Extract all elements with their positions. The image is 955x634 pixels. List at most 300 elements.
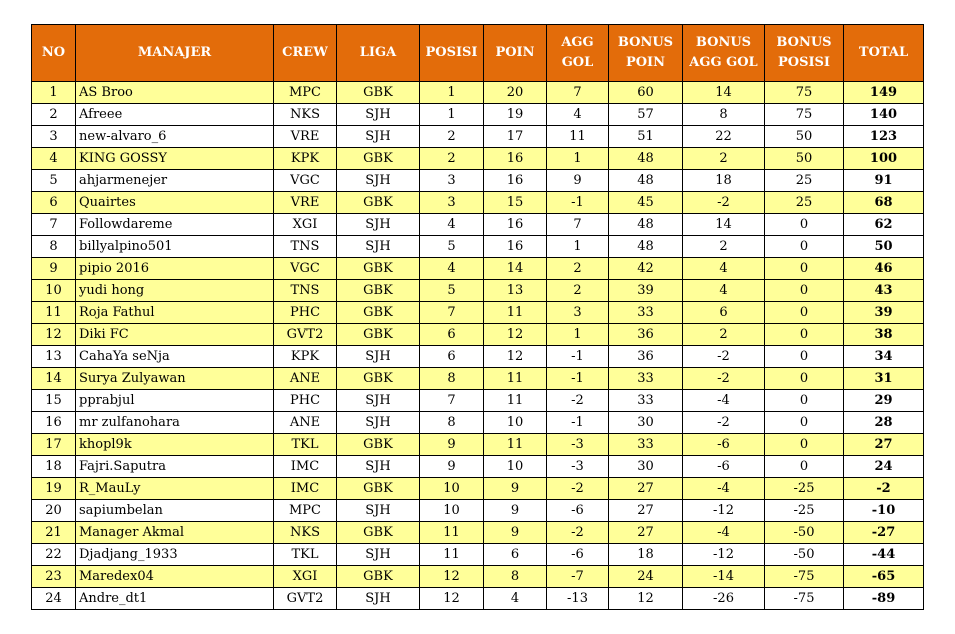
table-row — [32, 148, 924, 170]
cell-agg-gol: 2 — [547, 280, 609, 302]
cell-crew: NKS — [274, 104, 337, 126]
cell-liga: SJH — [337, 500, 420, 522]
cell-liga: GBK — [337, 522, 420, 544]
cell-bonus-posisi: 0 — [765, 280, 844, 302]
cell-poin: 16 — [484, 214, 547, 236]
cell-poin: 14 — [484, 258, 547, 280]
cell-bonus-poin: 48 — [609, 236, 683, 258]
cell-liga: GBK — [337, 192, 420, 214]
cell-poin: 9 — [484, 478, 547, 500]
column-header-label: BONUS — [617, 35, 674, 50]
column-header-label: NO — [41, 45, 66, 60]
cell-total: 123 — [844, 126, 924, 148]
column-header-total — [844, 25, 924, 82]
cell-bonus-poin: 48 — [609, 148, 683, 170]
cell-crew: XGI — [274, 566, 337, 588]
cell-bonus-posisi: 0 — [765, 324, 844, 346]
cell-manajer: sapiumbelan — [76, 500, 274, 522]
cell-liga: GBK — [337, 280, 420, 302]
cell-poin: 17 — [484, 126, 547, 148]
cell-crew: GVT2 — [274, 324, 337, 346]
cell-agg-gol: 2 — [547, 258, 609, 280]
table-row — [32, 390, 924, 412]
cell-poin: 20 — [484, 82, 547, 104]
cell-posisi: 8 — [420, 368, 484, 390]
table-row — [32, 214, 924, 236]
table-header — [32, 25, 924, 82]
cell-poin: 11 — [484, 368, 547, 390]
cell-posisi: 10 — [420, 500, 484, 522]
cell-bonus-poin: 51 — [609, 126, 683, 148]
cell-agg-gol: -2 — [547, 390, 609, 412]
cell-manajer: Followdareme — [76, 214, 274, 236]
cell-total: 28 — [844, 412, 924, 434]
cell-posisi: 9 — [420, 434, 484, 456]
cell-poin: 16 — [484, 148, 547, 170]
cell-no: 16 — [32, 412, 76, 434]
cell-bonus-agg-gol: -2 — [683, 346, 765, 368]
cell-bonus-agg-gol: -6 — [683, 434, 765, 456]
cell-poin: 11 — [484, 390, 547, 412]
column-header-label: CREW — [282, 45, 328, 60]
cell-total: -65 — [844, 566, 924, 588]
cell-agg-gol: 7 — [547, 214, 609, 236]
cell-no: 17 — [32, 434, 76, 456]
cell-manajer: Quairtes — [76, 192, 274, 214]
cell-bonus-poin: 36 — [609, 346, 683, 368]
cell-crew: TNS — [274, 236, 337, 258]
cell-no: 19 — [32, 478, 76, 500]
cell-no: 21 — [32, 522, 76, 544]
table-row — [32, 566, 924, 588]
cell-bonus-poin: 18 — [609, 544, 683, 566]
cell-manajer: ahjarmenejer — [76, 170, 274, 192]
table-row — [32, 522, 924, 544]
cell-posisi: 7 — [420, 390, 484, 412]
cell-posisi: 4 — [420, 214, 484, 236]
table-row — [32, 500, 924, 522]
cell-liga: SJH — [337, 346, 420, 368]
cell-posisi: 3 — [420, 192, 484, 214]
cell-liga: SJH — [337, 412, 420, 434]
cell-total: 91 — [844, 170, 924, 192]
cell-bonus-posisi: -25 — [765, 500, 844, 522]
cell-total: 24 — [844, 456, 924, 478]
table-row — [32, 346, 924, 368]
cell-liga: GBK — [337, 148, 420, 170]
cell-liga: SJH — [337, 104, 420, 126]
cell-liga: SJH — [337, 214, 420, 236]
cell-bonus-agg-gol: 2 — [683, 324, 765, 346]
cell-bonus-poin: 48 — [609, 170, 683, 192]
cell-bonus-posisi: 0 — [765, 390, 844, 412]
cell-no: 5 — [32, 170, 76, 192]
table-row — [32, 544, 924, 566]
cell-total: 46 — [844, 258, 924, 280]
cell-bonus-posisi: 0 — [765, 434, 844, 456]
cell-liga: GBK — [337, 478, 420, 500]
table-row — [32, 170, 924, 192]
table-row — [32, 104, 924, 126]
cell-agg-gol: 4 — [547, 104, 609, 126]
cell-poin: 9 — [484, 522, 547, 544]
cell-agg-gol: -1 — [547, 346, 609, 368]
cell-agg-gol: 11 — [547, 126, 609, 148]
cell-total: -44 — [844, 544, 924, 566]
cell-bonus-poin: 57 — [609, 104, 683, 126]
cell-total: 149 — [844, 82, 924, 104]
cell-poin: 8 — [484, 566, 547, 588]
cell-manajer: Maredex04 — [76, 566, 274, 588]
cell-manajer: pprabjul — [76, 390, 274, 412]
cell-bonus-agg-gol: -2 — [683, 192, 765, 214]
column-header-label: POIN — [495, 45, 535, 60]
cell-bonus-poin: 24 — [609, 566, 683, 588]
cell-poin: 9 — [484, 500, 547, 522]
cell-poin: 11 — [484, 434, 547, 456]
cell-manajer: pipio 2016 — [76, 258, 274, 280]
cell-crew: GVT2 — [274, 588, 337, 610]
cell-total: 50 — [844, 236, 924, 258]
column-header-label: MANAJER — [137, 45, 212, 60]
cell-liga: GBK — [337, 324, 420, 346]
cell-poin: 10 — [484, 456, 547, 478]
cell-bonus-posisi: 0 — [765, 368, 844, 390]
table-row — [32, 324, 924, 346]
column-header-bonus-agg-gol — [683, 25, 765, 82]
cell-agg-gol: -2 — [547, 478, 609, 500]
column-header-label: BONUS — [695, 35, 752, 50]
cell-poin: 15 — [484, 192, 547, 214]
table-row — [32, 280, 924, 302]
column-header-bonus-poin — [609, 25, 683, 82]
cell-agg-gol: -2 — [547, 522, 609, 544]
cell-agg-gol: 3 — [547, 302, 609, 324]
column-header-crew — [274, 25, 337, 82]
cell-poin: 13 — [484, 280, 547, 302]
cell-total: 68 — [844, 192, 924, 214]
standings-table — [31, 24, 924, 610]
cell-bonus-posisi: -50 — [765, 522, 844, 544]
cell-agg-gol: 7 — [547, 82, 609, 104]
cell-total: 31 — [844, 368, 924, 390]
cell-total: 34 — [844, 346, 924, 368]
cell-total: 29 — [844, 390, 924, 412]
table-row — [32, 258, 924, 280]
cell-crew: VRE — [274, 126, 337, 148]
cell-bonus-agg-gol: 14 — [683, 82, 765, 104]
column-header-poin — [484, 25, 547, 82]
cell-bonus-poin: 27 — [609, 478, 683, 500]
cell-bonus-poin: 60 — [609, 82, 683, 104]
column-header-manajer — [76, 25, 274, 82]
cell-crew: MPC — [274, 500, 337, 522]
cell-no: 20 — [32, 500, 76, 522]
cell-crew: TNS — [274, 280, 337, 302]
cell-liga: SJH — [337, 236, 420, 258]
cell-total: 100 — [844, 148, 924, 170]
header-row — [32, 25, 924, 82]
cell-bonus-agg-gol: 2 — [683, 148, 765, 170]
cell-bonus-posisi: 75 — [765, 104, 844, 126]
column-header-label: TOTAL — [858, 45, 909, 60]
cell-no: 2 — [32, 104, 76, 126]
cell-bonus-agg-gol: 4 — [683, 280, 765, 302]
cell-manajer: KING GOSSY — [76, 148, 274, 170]
cell-no: 6 — [32, 192, 76, 214]
cell-bonus-agg-gol: -14 — [683, 566, 765, 588]
table-row — [32, 82, 924, 104]
cell-agg-gol: -3 — [547, 456, 609, 478]
cell-crew: TKL — [274, 434, 337, 456]
cell-liga: GBK — [337, 302, 420, 324]
cell-bonus-agg-gol: -26 — [683, 588, 765, 610]
cell-bonus-posisi: 0 — [765, 236, 844, 258]
cell-posisi: 11 — [420, 522, 484, 544]
cell-posisi: 2 — [420, 148, 484, 170]
cell-crew: IMC — [274, 478, 337, 500]
cell-liga: SJH — [337, 456, 420, 478]
cell-posisi: 6 — [420, 346, 484, 368]
column-header-label: POSISI — [425, 45, 478, 60]
column-header-no — [32, 25, 76, 82]
cell-bonus-poin: 33 — [609, 368, 683, 390]
column-header-label: GOL — [561, 55, 594, 70]
table-row — [32, 192, 924, 214]
cell-agg-gol: -6 — [547, 500, 609, 522]
cell-manajer: khopl9k — [76, 434, 274, 456]
cell-posisi: 5 — [420, 236, 484, 258]
cell-bonus-agg-gol: 4 — [683, 258, 765, 280]
cell-bonus-posisi: -25 — [765, 478, 844, 500]
cell-crew: XGI — [274, 214, 337, 236]
cell-total: 27 — [844, 434, 924, 456]
cell-manajer: AS Broo — [76, 82, 274, 104]
table-row — [32, 588, 924, 610]
cell-no: 9 — [32, 258, 76, 280]
cell-agg-gol: -1 — [547, 192, 609, 214]
cell-total: 38 — [844, 324, 924, 346]
cell-crew: ANE — [274, 412, 337, 434]
column-header-posisi — [420, 25, 484, 82]
cell-liga: SJH — [337, 544, 420, 566]
cell-bonus-poin: 48 — [609, 214, 683, 236]
table-row — [32, 302, 924, 324]
cell-bonus-poin: 30 — [609, 412, 683, 434]
cell-poin: 16 — [484, 236, 547, 258]
cell-crew: MPC — [274, 82, 337, 104]
cell-bonus-posisi: -75 — [765, 588, 844, 610]
cell-total: 43 — [844, 280, 924, 302]
cell-bonus-agg-gol: 18 — [683, 170, 765, 192]
cell-manajer: Roja Fathul — [76, 302, 274, 324]
cell-bonus-poin: 39 — [609, 280, 683, 302]
cell-bonus-poin: 27 — [609, 500, 683, 522]
cell-manajer: new-alvaro_6 — [76, 126, 274, 148]
cell-no: 7 — [32, 214, 76, 236]
cell-manajer: Afreee — [76, 104, 274, 126]
cell-posisi: 1 — [420, 82, 484, 104]
cell-total: -89 — [844, 588, 924, 610]
cell-bonus-agg-gol: -12 — [683, 544, 765, 566]
cell-bonus-agg-gol: 8 — [683, 104, 765, 126]
cell-crew: KPK — [274, 148, 337, 170]
cell-bonus-posisi: 75 — [765, 82, 844, 104]
column-header-label: LIGA — [359, 45, 397, 60]
table-row — [32, 368, 924, 390]
cell-agg-gol: -1 — [547, 368, 609, 390]
cell-agg-gol: 1 — [547, 148, 609, 170]
cell-no: 1 — [32, 82, 76, 104]
table-row — [32, 236, 924, 258]
cell-bonus-posisi: -50 — [765, 544, 844, 566]
cell-bonus-posisi: 0 — [765, 214, 844, 236]
cell-poin: 10 — [484, 412, 547, 434]
cell-liga: GBK — [337, 258, 420, 280]
table-row — [32, 412, 924, 434]
cell-manajer: Surya Zulyawan — [76, 368, 274, 390]
cell-no: 4 — [32, 148, 76, 170]
cell-no: 15 — [32, 390, 76, 412]
cell-total: 140 — [844, 104, 924, 126]
cell-manajer: Fajri.Saputra — [76, 456, 274, 478]
cell-bonus-posisi: 25 — [765, 170, 844, 192]
cell-crew: VGC — [274, 258, 337, 280]
cell-posisi: 1 — [420, 104, 484, 126]
cell-poin: 4 — [484, 588, 547, 610]
cell-agg-gol: -13 — [547, 588, 609, 610]
cell-bonus-poin: 33 — [609, 302, 683, 324]
cell-bonus-posisi: 50 — [765, 126, 844, 148]
cell-no: 14 — [32, 368, 76, 390]
cell-total: -27 — [844, 522, 924, 544]
cell-agg-gol: -7 — [547, 566, 609, 588]
cell-no: 24 — [32, 588, 76, 610]
cell-bonus-agg-gol: -2 — [683, 368, 765, 390]
cell-posisi: 6 — [420, 324, 484, 346]
cell-bonus-poin: 36 — [609, 324, 683, 346]
cell-total: -10 — [844, 500, 924, 522]
cell-manajer: mr zulfanohara — [76, 412, 274, 434]
cell-crew: TKL — [274, 544, 337, 566]
cell-bonus-poin: 12 — [609, 588, 683, 610]
cell-posisi: 4 — [420, 258, 484, 280]
cell-bonus-posisi: 0 — [765, 456, 844, 478]
cell-posisi: 2 — [420, 126, 484, 148]
cell-posisi: 8 — [420, 412, 484, 434]
cell-poin: 11 — [484, 302, 547, 324]
cell-bonus-posisi: 0 — [765, 346, 844, 368]
column-header-bonus-posisi — [765, 25, 844, 82]
cell-poin: 16 — [484, 170, 547, 192]
cell-no: 8 — [32, 236, 76, 258]
cell-crew: PHC — [274, 302, 337, 324]
cell-manajer: Manager Akmal — [76, 522, 274, 544]
cell-no: 23 — [32, 566, 76, 588]
cell-poin: 19 — [484, 104, 547, 126]
cell-crew: VGC — [274, 170, 337, 192]
cell-posisi: 11 — [420, 544, 484, 566]
cell-liga: GBK — [337, 566, 420, 588]
cell-bonus-poin: 45 — [609, 192, 683, 214]
cell-total: 39 — [844, 302, 924, 324]
cell-bonus-poin: 33 — [609, 390, 683, 412]
cell-bonus-posisi: 50 — [765, 148, 844, 170]
cell-crew: IMC — [274, 456, 337, 478]
cell-posisi: 12 — [420, 588, 484, 610]
cell-bonus-poin: 33 — [609, 434, 683, 456]
column-header-agg-gol — [547, 25, 609, 82]
cell-manajer: billyalpino501 — [76, 236, 274, 258]
cell-bonus-agg-gol: 2 — [683, 236, 765, 258]
table-row — [32, 126, 924, 148]
standings-table-container — [31, 24, 924, 610]
cell-bonus-agg-gol: -4 — [683, 390, 765, 412]
cell-bonus-agg-gol: 22 — [683, 126, 765, 148]
column-header-label: POIN — [625, 55, 666, 70]
cell-no: 3 — [32, 126, 76, 148]
cell-crew: KPK — [274, 346, 337, 368]
cell-bonus-agg-gol: -12 — [683, 500, 765, 522]
cell-crew: PHC — [274, 390, 337, 412]
column-header-label: AGG — [561, 35, 594, 50]
cell-bonus-agg-gol: -2 — [683, 412, 765, 434]
cell-liga: GBK — [337, 434, 420, 456]
cell-posisi: 3 — [420, 170, 484, 192]
cell-manajer: CahaYa seNja — [76, 346, 274, 368]
cell-agg-gol: 9 — [547, 170, 609, 192]
cell-posisi: 5 — [420, 280, 484, 302]
cell-liga: SJH — [337, 170, 420, 192]
column-header-label: BONUS — [776, 35, 832, 50]
cell-crew: NKS — [274, 522, 337, 544]
cell-agg-gol: -3 — [547, 434, 609, 456]
cell-posisi: 12 — [420, 566, 484, 588]
cell-agg-gol: -1 — [547, 412, 609, 434]
column-header-liga — [337, 25, 420, 82]
cell-posisi: 9 — [420, 456, 484, 478]
cell-no: 10 — [32, 280, 76, 302]
cell-total: -2 — [844, 478, 924, 500]
cell-manajer: R_MauLy — [76, 478, 274, 500]
cell-manajer: Diki FC — [76, 324, 274, 346]
cell-liga: SJH — [337, 126, 420, 148]
table-row — [32, 478, 924, 500]
table-row — [32, 434, 924, 456]
cell-bonus-agg-gol: 14 — [683, 214, 765, 236]
cell-bonus-posisi: 0 — [765, 412, 844, 434]
cell-bonus-agg-gol: -4 — [683, 522, 765, 544]
table-body — [32, 82, 924, 610]
cell-liga: GBK — [337, 82, 420, 104]
cell-liga: GBK — [337, 368, 420, 390]
cell-no: 11 — [32, 302, 76, 324]
cell-crew: VRE — [274, 192, 337, 214]
cell-bonus-poin: 27 — [609, 522, 683, 544]
cell-manajer: Djadjang_1933 — [76, 544, 274, 566]
cell-no: 22 — [32, 544, 76, 566]
cell-bonus-posisi: 0 — [765, 302, 844, 324]
cell-bonus-agg-gol: -4 — [683, 478, 765, 500]
cell-bonus-poin: 30 — [609, 456, 683, 478]
cell-bonus-poin: 42 — [609, 258, 683, 280]
cell-agg-gol: 1 — [547, 324, 609, 346]
cell-poin: 12 — [484, 346, 547, 368]
cell-bonus-posisi: 25 — [765, 192, 844, 214]
cell-agg-gol: -6 — [547, 544, 609, 566]
cell-manajer: Andre_dt1 — [76, 588, 274, 610]
cell-liga: SJH — [337, 390, 420, 412]
